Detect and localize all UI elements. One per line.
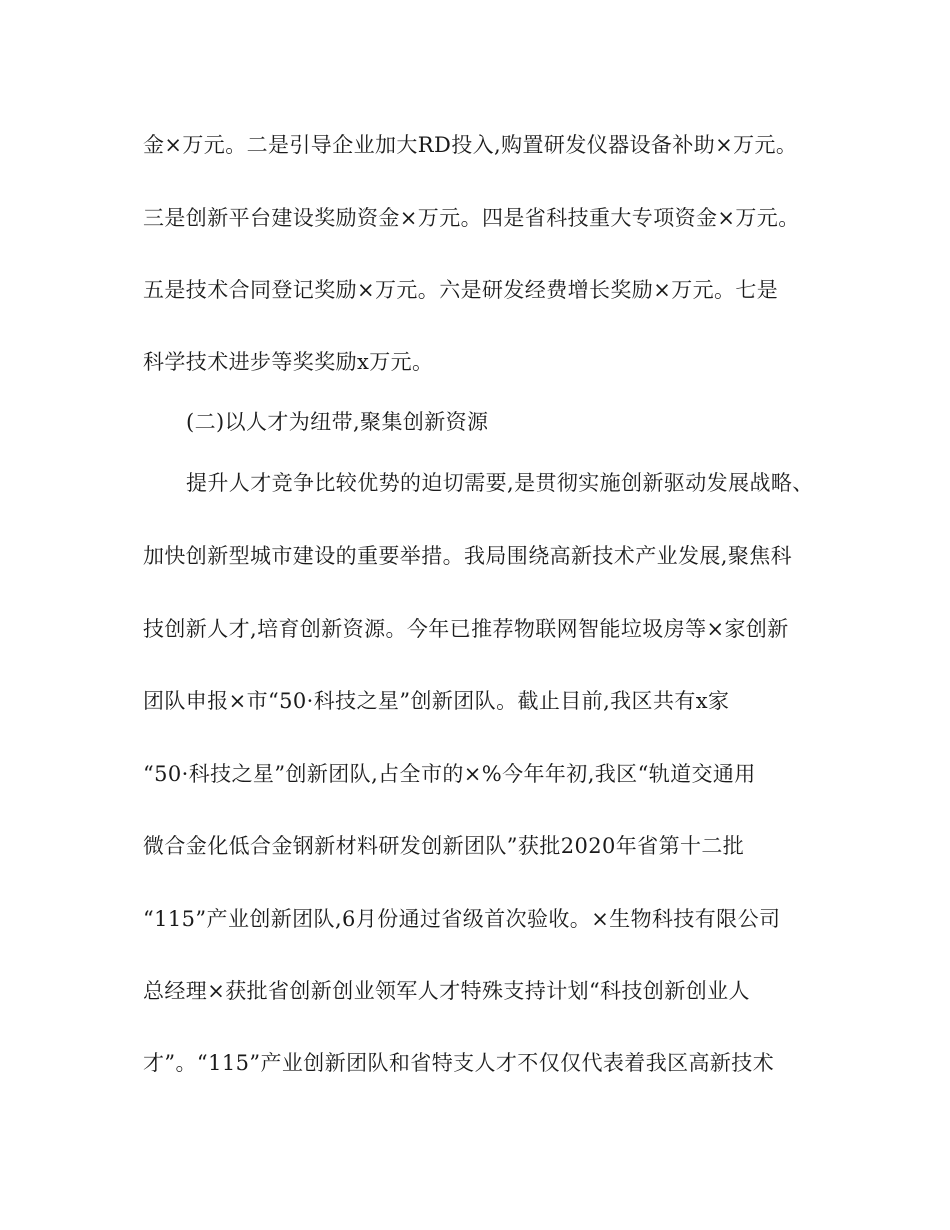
text-line: 科学技术进步等奖奖励x万元。	[143, 350, 434, 374]
text-line: 微合金化低合金钢新材料研发创新团队”获批2020年省第十二批	[143, 834, 745, 858]
text-line: 技创新人才,培育创新资源。今年已推荐物联网智能垃圾房等×家创新	[143, 617, 789, 641]
text-line: 总经理×获批省创新创业领军人才特殊支持计划“科技创新创业人	[143, 979, 750, 1003]
text-line: 才”。“115”产业创新团队和省特支人才不仅仅代表着我区高新技术	[143, 1051, 775, 1075]
text-line: 五是技术合同登记奖励×万元。六是研发经费增长奖励×万元。七是	[143, 278, 779, 302]
section-heading: (二)以人才为纽带,聚集创新资源	[186, 410, 489, 434]
text-line: “115”产业创新团队,6月份通过省级首次验收。×生物科技有限公司	[143, 907, 781, 931]
text-line: 三是创新平台建设奖励资金×万元。四是省科技重大专项资金×万元。	[143, 206, 800, 230]
text-line: “50·科技之星”创新团队,占全市的×%今年年初,我区“轨道交通用	[143, 762, 756, 786]
text-line: 金×万元。二是引导企业加大RD投入,购置研发仪器设备补助×万元。	[143, 133, 798, 157]
text-line: 提升人才竞争比较优势的迫切需要,是贯彻实施创新驱动发展战略、	[186, 471, 814, 495]
text-line: 加快创新型城市建设的重要举措。我局围绕高新技术产业发展,聚焦科	[143, 544, 793, 568]
text-line: 团队申报×市“50·科技之星”创新团队。截止目前,我区共有x家	[143, 689, 730, 713]
